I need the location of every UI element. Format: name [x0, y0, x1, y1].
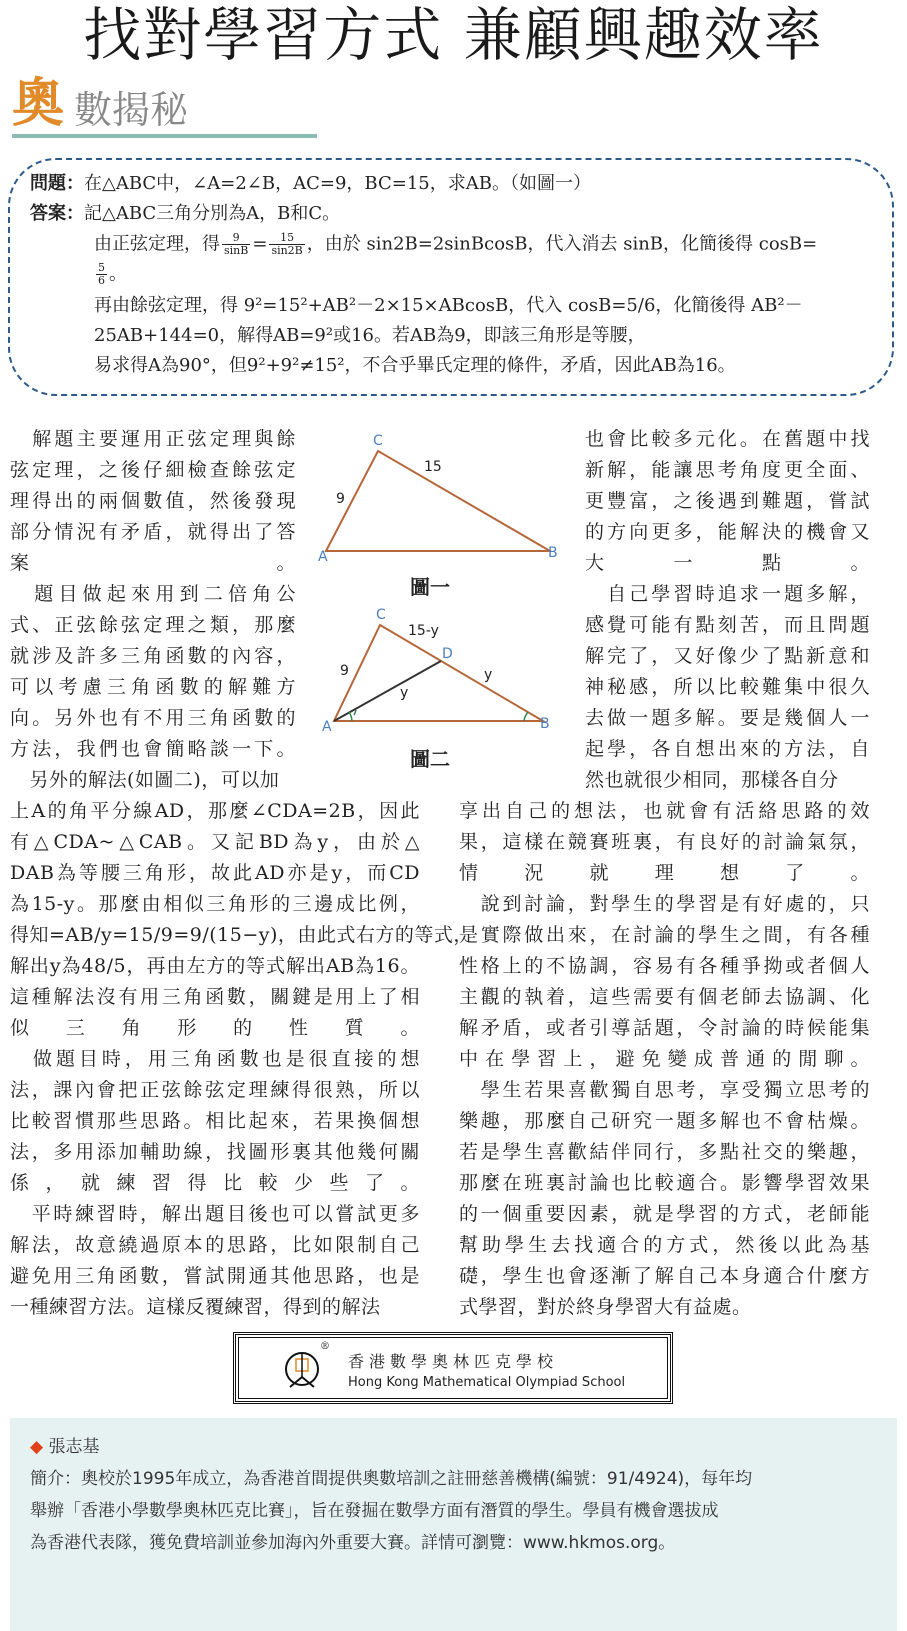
text-line: 向。另外也有不用三角函數的: [10, 707, 296, 729]
article-left-bottom: [10, 796, 473, 1323]
figure-2: [322, 607, 550, 735]
figure-area: [318, 425, 576, 770]
text-line: 大一點。: [585, 552, 870, 574]
text-line: 那麼在班裏討論也比較適合。影響學習效果: [459, 1172, 870, 1194]
text-line: 解矛盾，或者引導話題，令討論的時候能集: [459, 1017, 870, 1039]
label-A: A: [318, 549, 328, 565]
column-header: [12, 72, 317, 142]
triangle-abc-2: [334, 625, 543, 721]
text-line: 感覺可能有點刻苦，而且問題: [585, 614, 870, 636]
text-line: 的方向更多，能解決的機會又: [585, 521, 870, 543]
text-line: 起學，各自想出來的方法，自: [585, 738, 870, 760]
school-logo-banner: [233, 1332, 673, 1404]
answer-text-2-post: ，由於 sin2B=2sinBcosB，代入消去 sinB，化簡後得 cosB=: [306, 233, 818, 255]
text-line: 案。: [10, 552, 296, 574]
school-name-cn: 香港數學奧林匹克學校: [348, 1352, 559, 1371]
article-right-top: [585, 424, 870, 796]
text-line: 更豐富，之後遇到難題，嘗試: [585, 490, 870, 512]
question-label: 問題：: [30, 173, 84, 194]
label-cd-2: 15-y: [408, 623, 439, 639]
text-line: 有△CDA~△CAB。又記BD為y，由於△: [10, 831, 420, 853]
label-D-2: D: [442, 646, 453, 662]
answer-line-5: 25AB+144=0，解得AB=9²或16。若AB為9，即該三角形是等腰，: [94, 325, 646, 346]
text-line: 果，這樣在競賽班裏，有良好的討論氣氛，: [459, 831, 870, 853]
text-line: 解法，故意繞過原本的思路，比如限制自己: [10, 1234, 420, 1256]
bio-line-3: 為香港代表隊，獲免費培訓並參加海內外重要大賽。詳情可瀏覽：www.hkmos.org。: [30, 1533, 676, 1553]
text-line: 一種練習方法。這樣反覆練習，得到的解法: [10, 1296, 381, 1318]
text-line: 新解，能讓思考角度更全面、: [585, 459, 870, 481]
diamond-icon: ◆: [30, 1437, 44, 1457]
text-line: 避免用三角函數，嘗試開通其他思路，也是: [10, 1265, 420, 1287]
text-line: DAB為等腰三角形，故此AD亦是y，而CD: [10, 862, 420, 884]
text-line: 情況就理想了。: [459, 862, 870, 884]
label-db-2: y: [484, 667, 493, 683]
text-line: 的一個重要因素，就是學習的方式，老師能: [459, 1203, 870, 1225]
text-line: 樂趣，那麼自己研究一題多解也不會枯燥。: [459, 1110, 870, 1132]
text-line: 是實際做出來，在討論的學生之間，有各種: [459, 924, 870, 946]
label-B-2: B: [540, 716, 550, 732]
question-text: 在△ABC中，∠A=2∠B，AC=9，BC=15，求AB。（如圖一）: [84, 173, 591, 194]
label-ac: 9: [336, 491, 345, 507]
text-line: 似三角形的性質。: [10, 1017, 420, 1039]
answer-line-1: [30, 202, 340, 226]
text-line: 係，就練習得比較少些了。: [10, 1172, 420, 1194]
column-name: 數揭秘: [74, 88, 189, 132]
column-char-big: 奧: [12, 74, 65, 134]
fraction-15-sin2B: $\frac{15}{\sin 2B}$: [271, 231, 303, 257]
bio-line-2: 舉辦「香港小學數學奧林匹克比賽」，旨在發掘在數學方面有潛質的學生。學員有機會選拔成: [30, 1501, 719, 1521]
column-underline: [12, 134, 317, 138]
text-line: 學生若果喜歡獨自思考，享受獨立思考的: [459, 1079, 870, 1101]
answer-line-2: 由正弦定理，得 $\frac{9}{\sin B}$ = $\frac{15}{\sin 2B}$ ，由於 sin2B=2sinBcosB，代入消去 sinB，化簡後得 cosB=: [94, 231, 818, 257]
text-line: 也會比較多元化。在舊題中找: [585, 428, 870, 450]
text-line: 方法，我們也會簡略談一下。: [10, 738, 296, 760]
text-line: 自己學習時追求一題多解，: [585, 583, 870, 605]
text-line: 說到討論，對學生的學習是有好處的，只: [459, 893, 870, 915]
text-line: 然也就很少相同，那樣各自分: [585, 769, 839, 791]
text-line: 解出y為48/5，再由左方的等式解出AB為16。: [10, 955, 420, 977]
text-line: 部分情況有矛盾，就得出了答: [10, 521, 296, 543]
answer-text-1: 記△ABC三角分別為A，B和C。: [84, 203, 341, 224]
answer-line-4: 再由餘弦定理，得 9²=15²+AB²－2×15×ABcosB，代入 cosB=5/6，化簡後得 AB²－: [94, 295, 803, 316]
bio-line-1: 簡介：奧校於1995年成立，為香港首間提供奧數培訓之註冊慈善機構(編號：91/4924)，每年均: [30, 1469, 753, 1489]
answer-line-3: $\frac{5}{6}$ 。: [98, 261, 127, 287]
article-right-bottom: [459, 796, 870, 1323]
text-line: 去做一題多解。要是幾個人一: [585, 707, 870, 729]
text-line: 得知=AB/y=15/9=9/(15−y)，由此式右方的等式，: [10, 924, 473, 946]
author-name: 張志基: [48, 1437, 100, 1457]
text-line: 式、正弦餘弦定理之類，那麼: [10, 614, 296, 636]
text-line: 享出自己的想法，也就會有活絡思路的效: [459, 800, 870, 822]
label-ac-2: 9: [340, 663, 349, 679]
author-line: [30, 1434, 99, 1460]
text-line: 理得出的兩個數值，然後發現: [10, 490, 296, 512]
text-line: 另外的解法(如圖二)，可以加: [10, 769, 280, 791]
text-line: 性格上的不協調，容易有各種爭拗或者個人: [459, 955, 870, 977]
text-line: 礎，學生也會逐漸了解自己本身適合什麼方: [459, 1265, 870, 1287]
text-line: 中在學習上，避免變成普通的閒聊。: [459, 1048, 870, 1070]
bisector-ad: [334, 661, 441, 721]
text-line: 弦定理，之後仔細檢查餘弦定: [10, 459, 296, 481]
text-line: 若是學生喜歡結伴同行，多點社交的樂趣，: [459, 1141, 870, 1163]
registered-mark: ®: [320, 1341, 330, 1352]
school-name-en: Hong Kong Mathematical Olympiad School: [348, 1375, 626, 1390]
angle-mark-B: [524, 712, 528, 721]
figure-1: [318, 433, 558, 565]
text-line: 主觀的執着，這些需要有個老師去協調、化: [459, 986, 870, 1008]
text-line: 平時練習時，解出題目後也可以嘗試更多: [10, 1203, 420, 1225]
text-line: 式學習，對於終身學習大有益處。: [459, 1296, 752, 1318]
text-line: 就涉及許多三角函數的內容，: [10, 645, 296, 667]
label-A-2: A: [322, 719, 332, 735]
text-line: 解完了，又好像少了點新意和: [585, 645, 870, 667]
author-bio: [10, 1418, 897, 1631]
label-ad-2: y: [400, 685, 409, 701]
fraction-5-6: $\frac{5}{6}$: [98, 261, 105, 287]
text-line: 解題主要運用正弦定理與餘: [10, 428, 296, 450]
label-bc: 15: [424, 459, 442, 475]
label-B: B: [548, 545, 558, 561]
text-line: 法，多用添加輔助線，找圖形裏其他幾何關: [10, 1141, 420, 1163]
answer-label: 答案：: [30, 203, 84, 224]
figure-1-caption: 圖一: [410, 575, 450, 599]
figure-2-caption: 圖二: [410, 747, 450, 771]
text-line: 題目做起來用到二倍角公: [10, 583, 296, 605]
answer-text-2-pre: 由正弦定理，得: [94, 233, 220, 255]
text-line: 做題目時，用三角函數也是很直接的想: [10, 1048, 420, 1070]
text-line: 法，課內會把正弦餘弦定理練得很熟，所以: [10, 1079, 420, 1101]
problem-box: [8, 158, 894, 396]
fraction-9-sinB: $\frac{9}{\sin B}$: [224, 231, 249, 257]
text-line: 幫助學生去找適合的方式，然後以此為基: [459, 1234, 870, 1256]
page-title: 找對學習方式 兼顧興趣效率: [83, 1, 824, 69]
label-C-2: C: [376, 607, 386, 623]
text-line: 上A的角平分線AD，那麼∠CDA=2B，因此: [10, 800, 420, 822]
question-line: [30, 172, 591, 196]
text-line: 可以考慮三角函數的解難方: [10, 676, 296, 698]
text-line: 為15-y。那麼由相似三角形的三邊成比例，: [10, 893, 420, 915]
text-line: 比較習慣那些思路。相比起來，若果換個想: [10, 1110, 420, 1132]
angle-mark-A: [349, 712, 352, 721]
answer-line-6: 易求得A為90°，但9²+9²≠15²，不合乎畢氏定理的條件，矛盾，因此AB為16。: [94, 355, 736, 376]
text-line: 這種解法沒有用三角函數，關鍵是用上了相: [10, 986, 420, 1008]
article-left-top: [10, 424, 296, 796]
label-C: C: [373, 433, 383, 449]
text-line: 神秘感，所以比較難集中很久: [585, 676, 870, 698]
